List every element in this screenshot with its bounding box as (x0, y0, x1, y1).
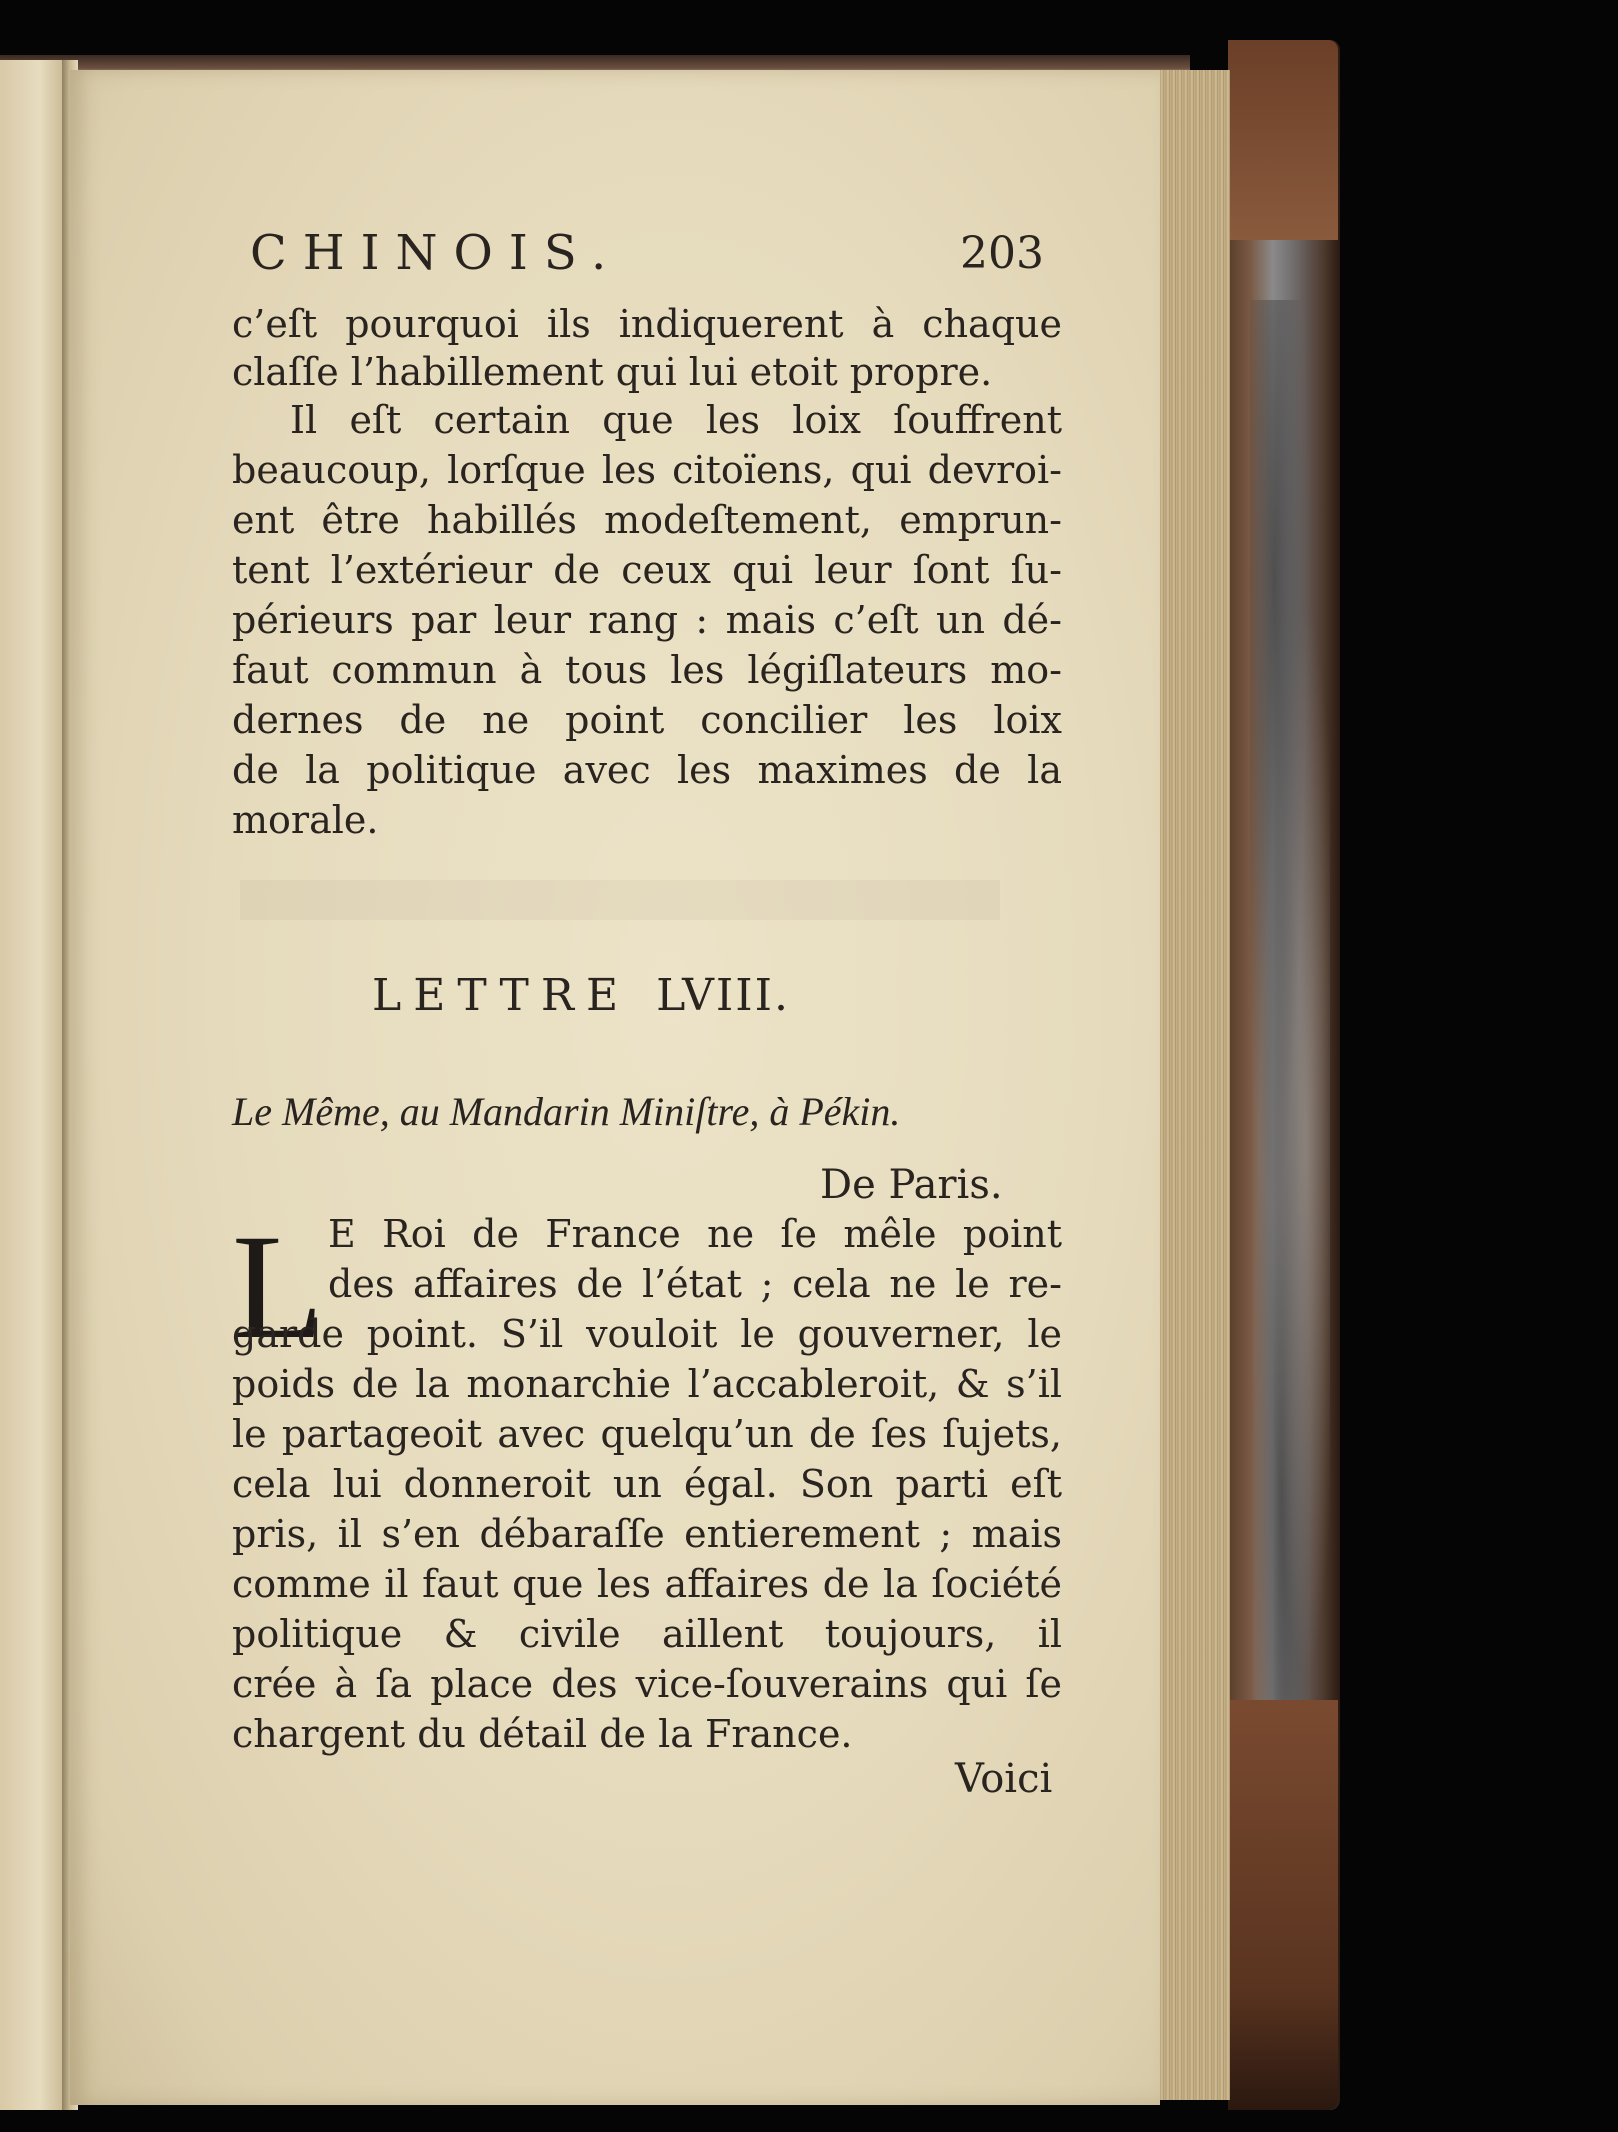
text-line: morale. (232, 798, 379, 842)
text-line: beaucoup, lorſque les citoïens, qui devroi- (232, 448, 1062, 492)
letter-heading-number: LVIII. (656, 970, 791, 1021)
text-line: le partageoit avec quelqu’un de ſes ſujets, (232, 1412, 1062, 1456)
letter-heading (372, 970, 790, 1021)
cover-leather-corner-top (1228, 40, 1338, 240)
text-line: périeurs par leur rang : mais c’eſt un dé- (232, 598, 1062, 642)
cover-marbled-paper (1250, 300, 1330, 1700)
show-through-shadow (240, 880, 1000, 920)
text-line: des affaires de l’état ; cela ne le re- (328, 1262, 1062, 1306)
text-line: ent être habillés modeſtement, emprun- (232, 498, 1062, 542)
text-line: poids de la monarchie l’accableroit, & s’il (232, 1362, 1062, 1406)
text-line: cela lui donneroit un égal. Son parti eſt (232, 1462, 1062, 1506)
text-line: tent l’extérieur de ceux qui leur ſont ſu- (232, 548, 1062, 592)
text-line: faut commun à tous les légiſlateurs mo- (232, 648, 1062, 692)
text-line: comme il faut que les affaires de la ſociété (232, 1562, 1062, 1606)
text-line: chargent du détail de la France. (232, 1712, 853, 1756)
text-line: garde point. S’il vouloit le gouverner, le (232, 1312, 1062, 1356)
text-line: de la politique avec les maximes de la (232, 748, 1062, 792)
catchword: Voici (955, 1756, 1053, 1802)
page-number: 203 (960, 228, 1044, 279)
text-line: c’eſt pourquoi ils indiquerent à chaque (232, 302, 1062, 346)
letter-address: Le Même, au Mandarin Miniſtre, à Pékin. (232, 1089, 901, 1134)
text-line: Il eſt certain que les loix ſouffrent (290, 398, 1062, 442)
text-line: pris, il s’en débaraſſe entierement ; mais (232, 1512, 1062, 1556)
left-facing-page (0, 60, 66, 2110)
text-line: E Roi de France ne ſe mêle point (328, 1212, 1062, 1256)
drop-cap: L (232, 1204, 324, 1370)
cover-leather-corner-bottom (1228, 1700, 1338, 2110)
text-line: politique & civile aillent toujours, il (232, 1612, 1062, 1656)
page-edges-stack (1158, 70, 1230, 2100)
running-head: CHINOIS. (250, 225, 623, 281)
text-line: crée à ſa place des vice-ſouverains qui ſe (232, 1662, 1062, 1706)
letter-heading-word: LETTRE (372, 970, 631, 1021)
letter-place: De Paris. (820, 1162, 1003, 1208)
text-line: dernes de ne point concilier les loix (232, 698, 1062, 742)
text-line: claſſe l’habillement qui lui etoit propre. (232, 350, 993, 394)
